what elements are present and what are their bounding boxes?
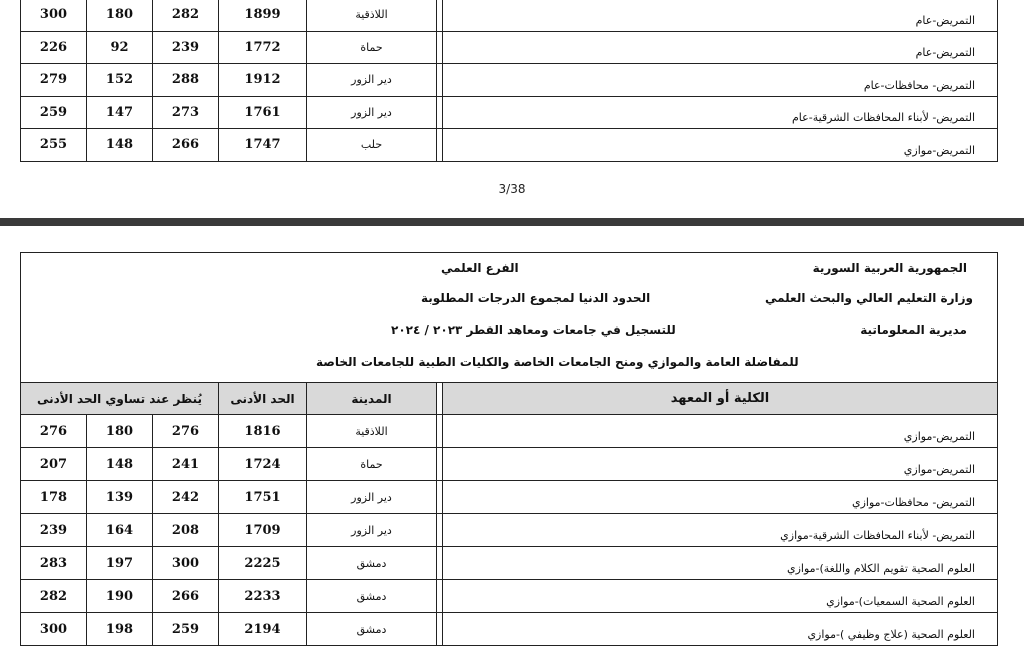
tiebreak-value-1: 282 [153,0,219,31]
tiebreak-value-1: 208 [153,514,219,547]
table-row [21,580,998,613]
min-score: 1761 [219,96,307,129]
min-score: 1899 [219,0,307,31]
city-name: دمشق [307,580,437,613]
tiebreak-value-2: 152 [87,64,153,97]
city-name: دمشق [307,547,437,580]
tiebreak-value-3: 276 [21,415,87,448]
table-row [21,0,998,31]
tiebreak-value-2: 180 [87,0,153,31]
program-name: التمريض-موازي [443,448,998,481]
tiebreak-value-1: 241 [153,448,219,481]
page-number: 3/38 [498,182,526,196]
table-row [21,481,998,514]
tiebreak-value-3: 239 [21,514,87,547]
min-score: 1724 [219,448,307,481]
previous-page [0,0,1024,218]
city-name: دمشق [307,613,437,646]
tiebreak-value-2: 139 [87,481,153,514]
registration-line: للتسجيل في جامعات ومعاهد القطر ٢٠٢٣ / ٢٠٢٤ [391,323,676,337]
tiebreak-value-1: 288 [153,64,219,97]
table-row [21,96,998,129]
tiebreak-value-2: 148 [87,129,153,162]
tiebreak-value-2: 180 [87,415,153,448]
top-results-table [20,0,998,162]
min-score: 1912 [219,64,307,97]
tiebreak-value-1: 273 [153,96,219,129]
tiebreak-value-2: 190 [87,580,153,613]
tiebreak-value-2: 198 [87,613,153,646]
city-name: اللاذقية [307,0,437,31]
bottom-results-table [20,382,998,646]
table-row [21,31,998,64]
tiebreak-header: يُنظر عند تساوي الحد الأدنى [21,383,219,415]
tiebreak-value-3: 259 [21,96,87,129]
table-row [21,64,998,97]
city-name: حماة [307,31,437,64]
city-name: حلب [307,129,437,162]
document-header [20,252,998,382]
table-row [21,129,998,162]
tiebreak-value-2: 147 [87,96,153,129]
table-row [21,613,998,646]
program-name: التمريض- محافظات-موازي [443,481,998,514]
min-score: 1709 [219,514,307,547]
min-header: الحد الأدنى [219,383,307,415]
tiebreak-value-1: 242 [153,481,219,514]
min-score: 1747 [219,129,307,162]
min-score: 2233 [219,580,307,613]
tiebreak-value-3: 255 [21,129,87,162]
tiebreak-value-3: 282 [21,580,87,613]
tiebreak-value-1: 259 [153,613,219,646]
tiebreak-value-1: 276 [153,415,219,448]
tiebreak-value-3: 279 [21,64,87,97]
table-row [21,547,998,580]
country-name: الجمهورية العربية السورية [812,261,967,275]
program-name: التمريض-عام [443,0,998,31]
tiebreak-value-3: 226 [21,31,87,64]
city-name: حماة [307,448,437,481]
tiebreak-value-3: 283 [21,547,87,580]
program-header: الكلية أو المعهد [443,383,998,415]
program-name: التمريض- لأبناء المحافظات الشرقية-موازي [443,514,998,547]
tiebreak-value-1: 239 [153,31,219,64]
tiebreak-value-1: 266 [153,129,219,162]
program-name: التمريض-موازي [443,129,998,162]
tiebreak-value-3: 300 [21,613,87,646]
program-name: التمريض- محافظات-عام [443,64,998,97]
program-name: التمريض-عام [443,31,998,64]
tiebreak-value-3: 178 [21,481,87,514]
tiebreak-value-1: 266 [153,580,219,613]
city-header: المدينة [307,383,437,415]
subtitle: الحدود الدنيا لمجموع الدرجات المطلوبة [421,291,651,305]
tiebreak-value-3: 207 [21,448,87,481]
program-name: التمريض-موازي [443,415,998,448]
tiebreak-value-2: 92 [87,31,153,64]
min-score: 1816 [219,415,307,448]
ministry-name: وزارة التعليم العالي والبحث العلمي [764,291,973,305]
tiebreak-value-3: 300 [21,0,87,31]
tiebreak-value-1: 300 [153,547,219,580]
min-score: 2225 [219,547,307,580]
city-name: اللاذقية [307,415,437,448]
program-name: العلوم الصحية السمعيات)-موازي [443,580,998,613]
table-row [21,448,998,481]
city-name: دير الزور [307,481,437,514]
program-name: العلوم الصحية (علاج وظيفي )-موازي [443,613,998,646]
min-score: 1751 [219,481,307,514]
table-row [21,514,998,547]
directorate-name: مديرية المعلوماتية [860,323,967,337]
program-name: العلوم الصحية تقويم الكلام واللغة)-موازي [443,547,998,580]
page-separator [0,218,1024,226]
min-score: 1772 [219,31,307,64]
city-name: دير الزور [307,514,437,547]
tiebreak-value-2: 197 [87,547,153,580]
tiebreak-value-2: 164 [87,514,153,547]
description-line: للمفاضلة العامة والموازي ومنح الجامعات الخاصة والكليات الطبية للجامعات الخاصة [316,355,799,369]
table-row [21,415,998,448]
tiebreak-value-2: 148 [87,448,153,481]
program-name: التمريض- لأبناء المحافظات الشرقية-عام [443,96,998,129]
city-name: دير الزور [307,96,437,129]
branch-title: الفرع العلمي [441,261,519,275]
city-name: دير الزور [307,64,437,97]
min-score: 2194 [219,613,307,646]
